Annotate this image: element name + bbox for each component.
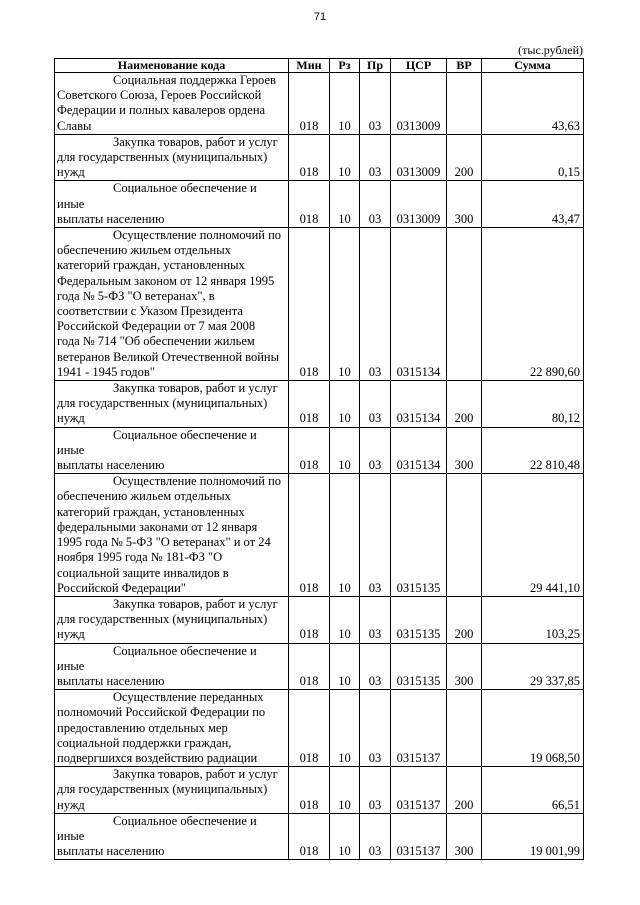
code-name-cell [55,228,289,381]
column-header-vr: ВР [447,59,482,73]
rz-cell: 10 [330,813,360,860]
code-name-cell [55,134,289,181]
rz-cell: 10 [330,228,360,381]
rz-cell: 10 [330,643,360,690]
code-name-cell [55,596,289,643]
csr-cell: 0313009 [391,73,447,135]
column-header-name: Наименование кода [55,59,289,73]
table-row [55,643,584,690]
pr-cell: 03 [360,381,391,428]
sum-cell: 80,12 [482,381,584,428]
code-name-cell [55,181,289,228]
code-name-line: года № 5-ФЗ "О ветеранах", в [57,288,215,303]
column-header-rz: Рз [330,59,360,73]
pr-cell: 03 [360,181,391,228]
vr-cell: 300 [447,181,482,228]
code-name-line: Славы [57,118,92,133]
pr-cell: 03 [360,690,391,767]
rz-cell: 10 [330,596,360,643]
code-name-line: Закупка товаров, работ и услуг [113,767,278,782]
vr-cell: 200 [447,767,482,814]
code-name-line: нужд [57,165,85,180]
rz-cell: 10 [330,381,360,428]
csr-cell: 0313009 [391,181,447,228]
code-name-line: Социальная поддержка Героев [113,73,276,87]
rz-cell: 10 [330,73,360,135]
code-name-line: обеспечению жильем отдельных [57,243,231,258]
vr-cell: 200 [447,134,482,181]
rz-cell: 10 [330,134,360,181]
min-cell: 018 [289,596,330,643]
code-name-cell [55,474,289,597]
table-row [55,228,584,381]
code-name-line: категорий граждан, установленных [57,504,245,519]
sum-cell: 22 890,60 [482,228,584,381]
sum-cell: 43,63 [482,73,584,135]
rz-cell: 10 [330,427,360,474]
table-row [55,690,584,767]
min-cell: 018 [289,427,330,474]
csr-cell: 0315137 [391,813,447,860]
code-name-line: для государственных (муниципальных) [57,612,268,627]
csr-cell: 0315137 [391,767,447,814]
table-row [55,381,584,428]
table-row [55,813,584,860]
vr-cell: 200 [447,381,482,428]
vr-cell: 300 [447,643,482,690]
code-name-line: выплаты населению [57,844,165,859]
code-name-line: социальной защите инвалидов в [57,565,229,580]
rz-cell: 10 [330,690,360,767]
table-header-row [55,59,584,73]
code-name-line: ноября 1995 года № 181-ФЗ "О [57,550,223,565]
code-name-line: Осуществление полномочий по [113,474,282,489]
csr-cell: 0315134 [391,427,447,474]
code-name-line: выплаты населению [57,211,165,226]
sum-cell: 43,47 [482,181,584,228]
csr-cell: 0315135 [391,643,447,690]
csr-cell: 0315134 [391,228,447,381]
sum-cell: 19 068,50 [482,690,584,767]
sum-cell: 29 337,85 [482,643,584,690]
code-name-line: для государственных (муниципальных) [57,150,268,165]
csr-cell: 0315134 [391,381,447,428]
pr-cell: 03 [360,73,391,135]
code-name-line: Осуществление переданных [113,690,264,705]
code-name-line: Социальное обеспечение и иные [57,181,257,211]
code-name-line: года № 714 "Об обеспечении жильем [57,334,255,349]
sum-cell: 66,51 [482,767,584,814]
code-name-line: Социальное обеспечение и иные [57,643,257,673]
code-name-line: Федерации и полных кавалеров ордена [57,103,266,118]
sum-cell: 0,15 [482,134,584,181]
pr-cell: 03 [360,427,391,474]
pr-cell: 03 [360,596,391,643]
code-name-line: соответствии с Указом Президента [57,304,243,319]
code-name-cell [55,643,289,690]
vr-cell [447,474,482,597]
code-name-line: нужд [57,411,85,426]
vr-cell [447,690,482,767]
code-name-line: нужд [57,797,85,812]
min-cell: 018 [289,181,330,228]
budget-table [54,58,584,860]
rz-cell: 10 [330,181,360,228]
pr-cell: 03 [360,813,391,860]
code-name-line: Социальное обеспечение и иные [57,813,257,843]
code-name-line: Российской Федерации от 7 мая 2008 [57,319,256,334]
sum-cell: 103,25 [482,596,584,643]
code-name-line: 1941 - 1945 годов" [57,364,155,379]
sum-cell: 22 810,48 [482,427,584,474]
pr-cell: 03 [360,228,391,381]
vr-cell [447,73,482,135]
code-name-cell [55,427,289,474]
vr-cell [447,228,482,381]
code-name-line: обеспечению жильем отдельных [57,489,231,504]
code-name-cell [55,767,289,814]
csr-cell: 0315135 [391,596,447,643]
code-name-line: Федеральным законом от 12 января 1995 [57,273,275,288]
table-row [55,181,584,228]
min-cell: 018 [289,813,330,860]
min-cell: 018 [289,474,330,597]
code-name-line: Российской Федерации" [57,580,186,595]
rz-cell: 10 [330,474,360,597]
table-body [55,73,584,860]
code-name-line: ветеранов Великой Отечественной войны [57,349,280,364]
code-name-cell [55,690,289,767]
code-name-line: выплаты населению [57,458,165,473]
code-name-line: выплаты населению [57,673,165,688]
code-name-cell [55,381,289,428]
code-name-line: федеральными законами от 12 января [57,519,258,534]
page-number: 71 [313,11,327,23]
vr-cell: 300 [447,427,482,474]
code-name-line: Советского Союза, Героев Российской [57,88,262,103]
code-name-cell [55,813,289,860]
csr-cell: 0315135 [391,474,447,597]
code-name-line: Закупка товаров, работ и услуг [113,134,278,149]
min-cell: 018 [289,643,330,690]
code-name-line: 1995 года № 5-ФЗ "О ветеранах" и от 24 [57,535,271,550]
pr-cell: 03 [360,474,391,597]
code-name-line: предоставлению отдельных мер [57,720,228,735]
code-name-line: категорий граждан, установленных [57,258,245,273]
units-label: (тыс.рублей) [518,43,583,57]
min-cell: 018 [289,134,330,181]
table-row [55,73,584,135]
min-cell: 018 [289,690,330,767]
rz-cell: 10 [330,767,360,814]
table-row [55,427,584,474]
code-name-line: социальной поддержки граждан, [57,735,232,750]
vr-cell: 300 [447,813,482,860]
table-row [55,474,584,597]
table-row [55,767,584,814]
code-name-line: нужд [57,627,85,642]
pr-cell: 03 [360,643,391,690]
vr-cell: 200 [447,596,482,643]
pr-cell: 03 [360,134,391,181]
min-cell: 018 [289,228,330,381]
table-row [55,134,584,181]
code-name-line: Социальное обеспечение и иные [57,427,257,457]
sum-cell: 19 001,99 [482,813,584,860]
column-header-pr: Пр [360,59,391,73]
column-header-csr: ЦСР [391,59,447,73]
code-name-line: Закупка товаров, работ и услуг [113,381,278,396]
min-cell: 018 [289,767,330,814]
code-name-line: подвергшихся воздействию радиации [57,750,258,765]
code-name-line: для государственных (муниципальных) [57,782,268,797]
code-name-line: Закупка товаров, работ и услуг [113,596,278,611]
csr-cell: 0313009 [391,134,447,181]
code-name-line: Осуществление полномочий по [113,228,282,243]
code-name-line: полномочий Российской Федерации по [57,705,266,720]
min-cell: 018 [289,381,330,428]
csr-cell: 0315137 [391,690,447,767]
code-name-line: для государственных (муниципальных) [57,396,268,411]
sum-cell: 29 441,10 [482,474,584,597]
code-name-cell [55,73,289,135]
min-cell: 018 [289,73,330,135]
column-header-min: Мин [289,59,330,73]
column-header-sum: Сумма [482,59,584,73]
table-row [55,596,584,643]
pr-cell: 03 [360,767,391,814]
